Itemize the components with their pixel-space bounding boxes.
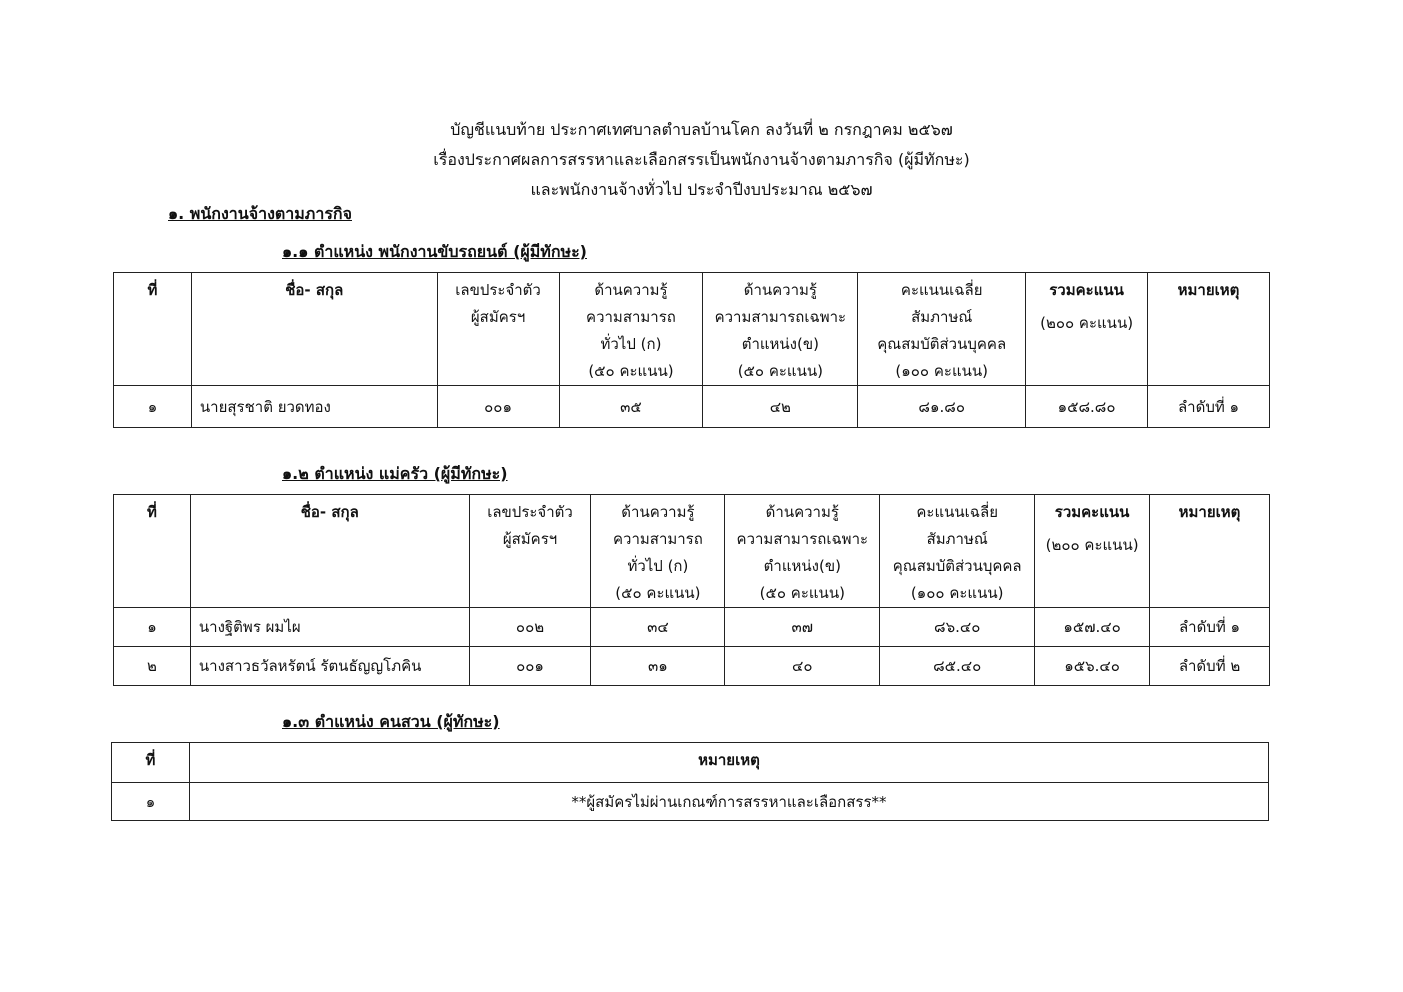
col-no: ที่: [114, 273, 192, 386]
col-remark: หมายเหตุ: [1150, 495, 1270, 608]
col-no: ที่: [114, 495, 191, 608]
cell-applicant-id: ๐๐๑: [469, 647, 591, 686]
table-row: [114, 608, 1270, 647]
col-total-l2: (๒๐๐ คะแนน): [1040, 314, 1134, 332]
table-header-row: [112, 743, 1269, 783]
cell-interview-score: ๘๑.๘๐: [858, 386, 1026, 428]
col-applicant-id-l2: ผู้สมัครฯ: [470, 308, 526, 326]
col-interview-l3: คุณสมบัติส่วนบุคคล: [892, 557, 1022, 575]
table-row: [114, 386, 1270, 428]
table-section-1-2: [113, 494, 1270, 686]
doc-title-line1: บัญชีแนบท้าย ประกาศเทศบาลตำบลบ้านโคก ลงวันที่ ๒ กรกฎาคม ๒๕๖๗: [450, 120, 953, 139]
col-interview-score: [858, 273, 1026, 386]
cell-remark: ลำดับที่ ๑: [1150, 608, 1270, 647]
col-interview-l2: สัมภาษณ์: [911, 308, 973, 326]
col-specific-l4: (๕๐ คะแนน): [759, 584, 845, 602]
col-interview-l1: คะแนนเฉลี่ย: [900, 281, 983, 299]
table-header-row: [114, 273, 1270, 386]
col-total-score: [1035, 495, 1150, 608]
cell-applicant-id: ๐๐๒: [469, 608, 591, 647]
cell-remark: ลำดับที่ ๑: [1148, 386, 1270, 428]
cell-general-score: ๓๕: [559, 386, 703, 428]
col-general-l2: ความสามารถ: [613, 530, 703, 548]
col-interview-l3: คุณสมบัติส่วนบุคคล: [877, 335, 1007, 353]
col-applicant-id-l1: เลขประจำตัว: [487, 503, 573, 521]
table-header-row: [114, 495, 1270, 608]
col-total-l1: รวมคะแนน: [1049, 281, 1124, 299]
doc-title-line3: และพนักงานจ้างทั่วไป ประจำปีงบประมาณ ๒๕๖๗: [530, 180, 873, 199]
col-applicant-id: [437, 273, 559, 386]
cell-general-score: ๓๑: [591, 647, 725, 686]
cell-no: ๑: [112, 783, 190, 821]
col-specific-l3: ตำแหน่ง(ข): [741, 335, 819, 353]
col-interview-l4: (๑๐๐ คะแนน): [895, 362, 988, 380]
col-specific-l1: ด้านความรู้: [765, 503, 839, 521]
cell-no: ๑: [114, 386, 192, 428]
cell-total-score: ๑๕๖.๔๐: [1035, 647, 1150, 686]
col-interview-l2: สัมภาษณ์: [926, 530, 988, 548]
col-specific-l2: ความสามารถเฉพาะ: [736, 530, 869, 548]
col-name: ชื่อ- สกุล: [190, 495, 469, 608]
cell-remark: ลำดับที่ ๒: [1150, 647, 1270, 686]
section-1-3-heading: ๑.๓ ตำแหน่ง คนสวน (ผู้ทักษะ): [282, 712, 500, 731]
col-specific-knowledge: [703, 273, 858, 386]
col-remark: หมายเหตุ: [189, 743, 1268, 783]
cell-total-score: ๑๕๗.๔๐: [1035, 608, 1150, 647]
col-general-knowledge: [559, 273, 703, 386]
col-specific-l3: ตำแหน่ง(ข): [763, 557, 841, 575]
cell-remark: **ผู้สมัครไม่ผ่านเกณฑ์การสรรหาและเลือกสรร**: [189, 783, 1268, 821]
section-1-heading: ๑. พนักงานจ้างตามภารกิจ: [168, 204, 352, 223]
col-general-knowledge: [591, 495, 725, 608]
col-general-l2: ความสามารถ: [586, 308, 676, 326]
col-interview-l1: คะแนนเฉลี่ย: [916, 503, 998, 521]
col-total-l1: รวมคะแนน: [1054, 503, 1130, 521]
col-interview-score: [880, 495, 1035, 608]
cell-name: นางสาวธวัลหรัตน์ รัตนธัญญโภคิน: [190, 647, 469, 686]
cell-name: นายสุรชาติ ยวดทอง: [191, 386, 437, 428]
table-section-1-3: [111, 742, 1269, 821]
col-general-l1: ด้านความรู้: [594, 281, 668, 299]
cell-no: ๑: [114, 608, 191, 647]
col-specific-l4: (๕๐ คะแนน): [737, 362, 823, 380]
col-applicant-id-l1: เลขประจำตัว: [455, 281, 541, 299]
cell-no: ๒: [114, 647, 191, 686]
cell-specific-score: ๔๒: [703, 386, 858, 428]
cell-interview-score: ๘๕.๔๐: [880, 647, 1035, 686]
col-general-l4: (๕๐ คะแนน): [615, 584, 701, 602]
col-general-l1: ด้านความรู้: [621, 503, 695, 521]
cell-total-score: ๑๕๘.๘๐: [1026, 386, 1148, 428]
col-specific-knowledge: [725, 495, 880, 608]
col-name: ชื่อ- สกุล: [191, 273, 437, 386]
col-total-score: [1026, 273, 1148, 386]
table-row: [112, 783, 1269, 821]
col-no: ที่: [112, 743, 190, 783]
col-interview-l4: (๑๐๐ คะแนน): [910, 584, 1004, 602]
section-1-2-heading: ๑.๒ ตำแหน่ง แม่ครัว (ผู้มีทักษะ): [282, 464, 508, 483]
doc-title-line2: เรื่องประกาศผลการสรรหาและเลือกสรรเป็นพนักงานจ้างตามภารกิจ (ผู้มีทักษะ): [433, 150, 970, 169]
col-general-l4: (๕๐ คะแนน): [588, 362, 674, 380]
col-specific-l2: ความสามารถเฉพาะ: [714, 308, 847, 326]
col-total-l2: (๒๐๐ คะแนน): [1045, 536, 1139, 554]
cell-applicant-id: ๐๐๑: [437, 386, 559, 428]
col-applicant-id: [469, 495, 591, 608]
section-1-1-heading: ๑.๑ ตำแหน่ง พนักงานขับรถยนต์ (ผู้มีทักษะ): [282, 242, 587, 261]
table-row: [114, 647, 1270, 686]
col-general-l3: ทั่วไป (ก): [627, 557, 689, 575]
cell-specific-score: ๓๗: [725, 608, 880, 647]
cell-name: นางฐิติพร ผมไผ: [190, 608, 469, 647]
col-specific-l1: ด้านความรู้: [743, 281, 817, 299]
col-remark: หมายเหตุ: [1148, 273, 1270, 386]
col-general-l3: ทั่วไป (ก): [600, 335, 662, 353]
col-applicant-id-l2: ผู้สมัครฯ: [502, 530, 558, 548]
cell-interview-score: ๘๖.๔๐: [880, 608, 1035, 647]
table-section-1-1: [113, 272, 1270, 428]
cell-specific-score: ๔๐: [725, 647, 880, 686]
cell-general-score: ๓๔: [591, 608, 725, 647]
